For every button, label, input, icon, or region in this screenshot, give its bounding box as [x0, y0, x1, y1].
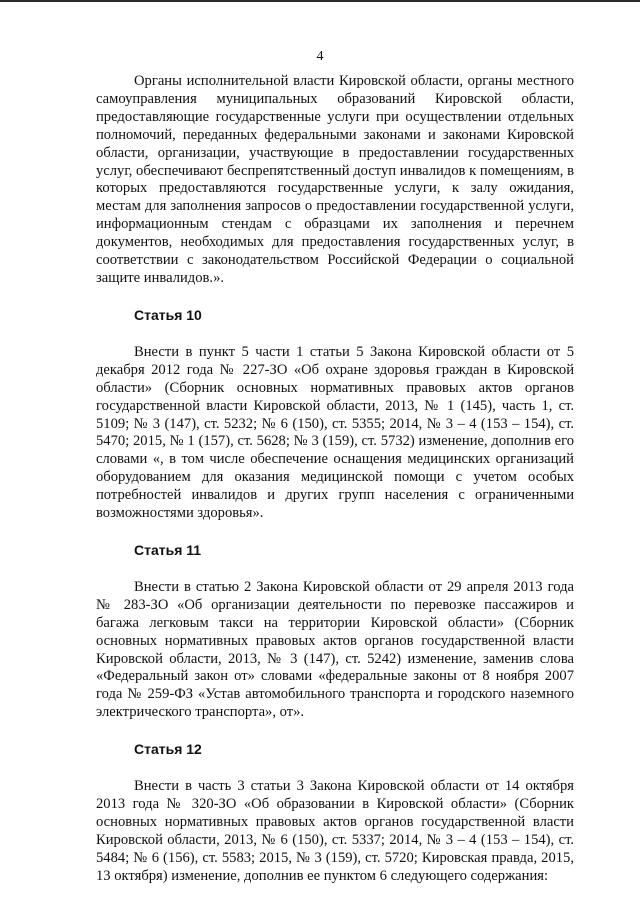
intro-paragraph: Органы исполнительной власти Кировской области, органы местного самоуправления муниципальных образований Кировской области, предоставляющие государственные услуги при осуществлении отдельных полномочий, переданных федеральными законами и законами Кировской области, организации, участвующие в предоставлении государственных услуг, обеспечивают беспрепятственный доступ инвалидов к помещениям, в которых предоставляются государственные услуги, к залу ожидания, местам для заполнения запросов о предоставлении государственной услуги, информационным стендам с образцами их заполнения и перечнем документов, необходимых для предоставления государственных услуг, в соответствии с законодательством Российской Федерации о социальной защите инвалидов.».	[96, 73, 574, 286]
top-border-rule	[0, 0, 640, 2]
spacer	[96, 324, 574, 344]
page-number: 4	[316, 49, 324, 64]
spacer	[96, 559, 574, 579]
article-11-heading: Статья 11	[134, 541, 202, 558]
spacer	[96, 523, 574, 541]
article-12-heading: Статья 12	[134, 741, 202, 758]
article-12-paragraph: Внести в часть 3 статьи 3 Закона Кировской области от 14 октября 2013 года № 320-ЗО «Об образовании в Кировской области» (Сборник основных нормативных правовых актов органов государственной власти Кировской области, 2013, № 6 (150), ст. 5337; 2014, № 3 – 4 (153 – 154), ст. 5484; № 6 (156), ст. 5583; 2015, № 3 (159), ст. 5720; Кировская правда, 2015, 13 октября) изменение, дополнив ее пунктом 6 следующего содержания:	[96, 778, 574, 884]
spacer	[96, 758, 574, 778]
article-11-paragraph: Внести в статью 2 Закона Кировской области от 29 апреля 2013 года № 283-ЗО «Об организации деятельности по перевозке пассажиров и багажа легковым такси на территории Кировской области» (Сборник основных нормативных правовых актов органов государственной власти Кировской области, 2013, № 3 (147), ст. 5242) изменение, заменив слова «Федеральный закон от» словами «федеральные законы от 8 ноября 2007 года № 259-ФЗ «Устав автомобильного транспорта и городского наземного электрического транспорта», от».	[96, 578, 574, 721]
spacer	[96, 288, 574, 306]
article-10-heading: Статья 10	[134, 306, 202, 323]
document-body	[96, 73, 574, 886]
article-10-paragraph: Внести в пункт 5 части 1 статьи 5 Закона Кировской области от 5 декабря 2012 года № 227-ЗО «Об охране здоровья граждан в Кировской области» (Сборник основных нормативных правовых актов органов государственной власти Кировской области, 2013, № 1 (145), часть 1, ст. 5109; № 3 (147), ст. 5232; № 6 (150), ст. 5355; 2014, № 3 – 4 (153 – 154), ст. 5470; 2015, № 1 (157), ст. 5628; № 3 (159), ст. 5732) изменение, дополнив его словами «, в том числе обеспечение оснащения медицинских организаций оборудованием для оказания медицинской помощи с учетом особых потребностей инвалидов и других групп населения с ограниченными возможностями здоровья».	[96, 343, 574, 522]
spacer	[96, 722, 574, 740]
